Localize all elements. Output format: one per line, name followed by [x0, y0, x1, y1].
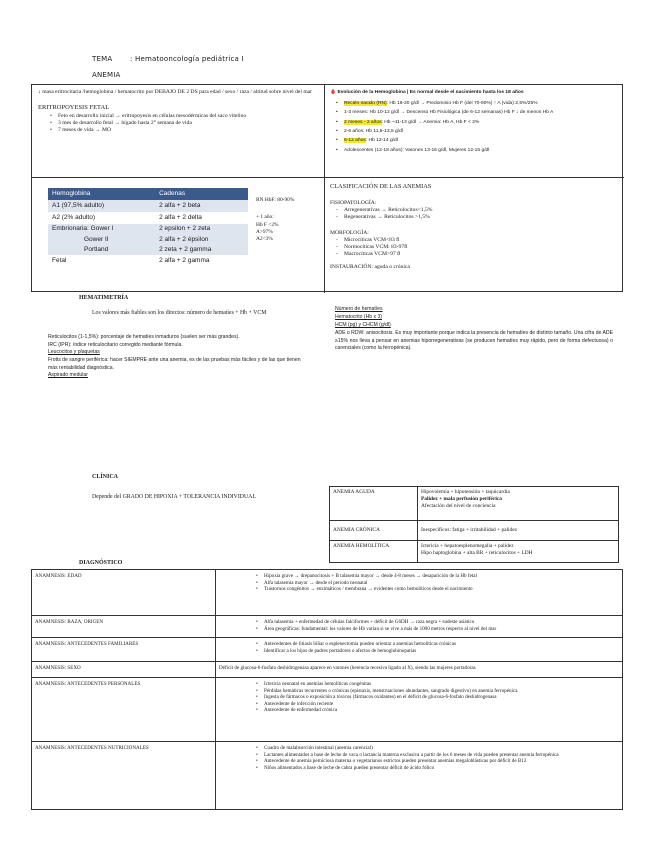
right-item: HCM (pg) y CHCM (g/dl) [335, 321, 391, 328]
list-item: • Trastornos congénitos → enzimáticos / membrana → evidentes como hemolíticos desde el nacimiento [256, 586, 619, 593]
table-cell: ANEMIA CRÓNICA [330, 521, 418, 541]
list-item: • Hipoxia grave → drepanocitosis + B talasemia mayor → desde 4-8 meses → desaparición de la Hb fetal [256, 573, 619, 580]
table-cell: 2 alfa + 2 gamma [159, 256, 210, 264]
hb-evolution-section [330, 90, 620, 155]
list-item: - Microcíticas VCM<83 fl [334, 237, 620, 244]
note-line: A>97% [256, 228, 273, 235]
table-cell [216, 742, 623, 810]
table-cell: Déficit de glucosa-6-fosfato deshidrogenasa aparece en varones (herencia recesiva ligado al X), siendo las mujeres portadoras [216, 662, 623, 678]
table-cell [216, 616, 623, 638]
fisio-title: FISIOPATOLOGÍA: [330, 199, 377, 206]
table-row [48, 224, 248, 234]
drop-icon: 🩸 [330, 90, 337, 95]
table-row [32, 570, 623, 616]
table-header-row [48, 188, 248, 200]
list-item: • Adolescentes (12-18 años): Varones 13-16 g/dl, Mujeres 12-15 g/dl [336, 146, 620, 155]
right-item: Hematocrito (Hb x 3) [335, 313, 382, 320]
table-cell [216, 678, 623, 742]
table-cell: 2 alfa + 2 épsilon [159, 235, 209, 243]
top-grid [31, 84, 623, 292]
table-row [48, 235, 248, 245]
list-item: • Alfa talasemia mayor → desde el periodo neonatal [256, 580, 619, 587]
table-cell: Embrionaria: Gower I [52, 225, 114, 233]
table-row [330, 521, 619, 541]
table-cell: Gower II [84, 235, 109, 243]
list-item: • Antecedente de infección reciente [256, 701, 619, 708]
hb-evolution-title: 🩸 Evolución de la Hemoglobina | Es normal desde el nacimiento hasta los 18 años [330, 90, 524, 95]
hb-notes [256, 197, 322, 243]
table-header: Cadenas [159, 190, 186, 197]
tema-label: TEMA [92, 55, 113, 63]
clasificacion-section [330, 183, 620, 271]
list-item: - Regenerativas → Reticulocitos >1,5% [334, 214, 620, 221]
list-item: • Antecedentes de litiasis biliar o esplenectomía pueden orientar a anemias hemolíticas crónicas [256, 641, 619, 648]
list-item: • 3 mes de desarrollo fetal → hígado hasta 2° semana de vida [50, 120, 318, 127]
page-subtitle: ANEMIA [92, 71, 121, 79]
morfo-list [334, 237, 620, 258]
morfo-title: MORFOLOGÍA: [330, 229, 369, 236]
table-cell: ANAMNESIS: SEXO [32, 662, 216, 678]
list-item: • Ingesta de fármacos o exposición a tóxicos (fármacos oxidantes) en el déficit de glucosa-6-fosfato deshidrogenasa [256, 694, 619, 701]
table-row [48, 200, 248, 212]
table-cell: 2 alfa + 2 delta [159, 214, 202, 222]
list-item: • 2 meses - 2 años: Hb ~11-13 g/dl → Anemia: Hb A, Hb F < 2% [336, 118, 620, 127]
list-item: • Recién nacido (RN): Hb 16-20 g/dl → Predominio Hb F (del 70-90%) ↑ A (vida) 2,5%/25% [336, 99, 620, 108]
clinica-title: CLÍNICA [92, 474, 119, 480]
table-cell: ANAMNESIS: ANTECEDENTES NUTRICIONALES [32, 742, 216, 810]
list-item: • 6-12 años: Hb 12-14 g/dl [336, 136, 620, 145]
right-item: Número de hematíes [335, 306, 383, 312]
clinica-desc: Depende del GRADO DE HIPOXIA + TOLERANCIA INDIVIDUAL [92, 494, 256, 500]
table-cell: 2 epsilon + 2 zeta [159, 225, 211, 233]
diagnostico-title: DIAGNÓSTICO [79, 560, 123, 566]
reticulocitos: Reticulocitos (1-1,5%): porcentaje de hematíes inmaduros (suelen ser más grandes). [48, 334, 240, 340]
table-cell: ANEMIA HEMOLÍTICA [330, 541, 418, 563]
table-row [32, 742, 623, 810]
list-item: - Macrocíticas VCM>97 fl [334, 251, 620, 258]
table-row [32, 616, 623, 638]
table-cell: A1 (97,5% adulto) [52, 202, 105, 210]
table-cell: A2 (2% adulto) [52, 214, 95, 222]
fisio-list [334, 207, 620, 221]
aspirado: Aspirado medular [48, 372, 88, 379]
irc: IRC (IPR): índice reticulocitario corregido mediante fórmula. [48, 341, 183, 348]
table-row [48, 245, 248, 255]
table-row [32, 638, 623, 662]
clasificacion-title: CLASIFICACIÓN DE LAS ANEMIAS [330, 183, 432, 190]
adr-text: ADE o RDW: anisocitosis. Es muy importante porque indica la presencia de hematíes de distinto tamaño. Una cifra de ADE ≥15% nos lleva a pensar en anemias hiporregenerativas (se producen hematíes muy rápido, pero de forma defectuosa) o carenciales (como la ferropénica). [335, 329, 613, 352]
table-cell: ANAMNESIS: RAZA, ORIGEN [32, 616, 216, 638]
list-item: • 7 meses de vida → MO [50, 127, 318, 134]
table-row [330, 487, 619, 521]
list-item: • Área geográficas: fundamental: los valores de Hb varían si se vive a más de 1000 metros respecto al nivel del mar [256, 626, 619, 633]
hb-evolution-list [336, 99, 620, 155]
table-cell: 2 zeta + 2 gamma [159, 245, 212, 253]
hematimetria-left [48, 334, 310, 380]
table-cell: Fetal [52, 256, 67, 264]
table-cell: ANAMNESIS: ANTECEDENTES FAMILIARES [32, 638, 216, 662]
table-cell: Inespecíficos: fatiga + irritabilidad + palidez [418, 521, 619, 541]
list-item: • Feto en desarrollo inicial → eritropoyesis en células mesodérmicas del saco vitelino [50, 113, 318, 120]
note-line: + 1 año: [256, 214, 274, 221]
table-cell [216, 638, 623, 662]
table-cell: ANEMIA AGUDA [330, 487, 418, 521]
table-cell [216, 570, 623, 616]
list-item: • Cuadro de malabsorción intestinal (anemia carencial) [256, 745, 619, 752]
hb-table [48, 188, 248, 267]
list-item: • Niños alimentados a base de leche de cabra pueden presentar déficit de ácido fólico [256, 765, 619, 772]
definition-section [38, 89, 318, 134]
list-item: • Pérdidas hemáticas recurrentes o crónicas (epistaxis, menstruaciones abundantes, sangrado digestivo) en anemia ferropénica [256, 688, 619, 695]
table-row [330, 541, 619, 563]
hematimetria-intro: Los valores más fiables son los directos: número de hematíes + Hb + VCM [92, 310, 267, 316]
clinica-table [329, 486, 619, 563]
list-item: - Normocíticas VCM: 83-97fl [334, 244, 620, 251]
table-header: Hemoglobina [52, 190, 91, 197]
table-row [48, 255, 248, 267]
table-cell: Portland [84, 245, 109, 253]
list-item: • 2-6 años: Hb 11,5-13,5 g/dl [336, 127, 620, 136]
anemia-definition: ↓ masa eritrocitaria /hemoglobina / hematocrito por DEBAJO DE 2 DS para edad / sexo / raza / altitud sobre nivel del mar [38, 89, 313, 95]
list-item: • Alfa talasemia + enfermedad de células falciformes + déficit de G6DH → raza negra + sudeste asiático [256, 619, 619, 626]
list-item: • Antecedente de enfermedad crónica [256, 707, 619, 714]
list-item: - Arregenerativas → Reticulocitos<1,5% [334, 207, 620, 214]
leucocitos: Leucocitos y plaquetas [48, 349, 100, 356]
note-line: Hb F <2% [256, 221, 279, 228]
hematimetria-right [335, 306, 613, 353]
note-line: A2<3% [256, 236, 273, 243]
erito-list [50, 113, 318, 134]
frotis: Frotis de sangre periférica: hacer SIEMPRE ante una anemia, es de las pruebas más fáciles y de las que tienen más rentabilidad diagnóstica. [48, 356, 301, 371]
tema-value: : Hematooncología pediátrica I [130, 55, 244, 63]
table-row [32, 662, 623, 678]
table-cell: Ictericia + hepatoesplenomegalia + palidez Hipo haptoglobina + alta BR + reticulocitos + LDH [418, 541, 619, 563]
list-item: • Antecedente de anemia perniciosa materna o vegetarianos estrictos pueden presentar anemias megaloblásticas por déficit de B12 [256, 758, 619, 765]
table-cell: Hipovolemia + hipotensión + taquicardia Palidez + mala perfusión periférica Afectación del nivel de conciencia [418, 487, 619, 521]
erito-title: ERITROPOYESIS FETAL [38, 103, 110, 111]
note-line: RN HbF: 80-90% [256, 197, 295, 203]
list-item: • Lactantes alimentados a base de leche de vaca o lactancia materna exclusiva a partir de los 6 meses de vida pueden presentar anemia ferropénica [256, 752, 619, 759]
table-row [48, 212, 248, 224]
list-item: • 1-3 meses: Hb 10-12 g/dl → Descenso Hb Fisiológica (de 6-12 semanas) Hb F ↓ de menos Hb A [336, 108, 620, 117]
hematimetria-title: HEMATIMETRÍA [79, 295, 129, 301]
table-cell: ANAMNESIS: ANTECEDENTES PERSONALES [32, 678, 216, 742]
table-cell: 2 alfa + 2 beta [159, 202, 201, 210]
diagnostico-table [31, 569, 623, 810]
instauracion: INSTAURACIÓN: aguda o crónica [330, 263, 410, 270]
table-row [32, 678, 623, 742]
list-item: • Identificar a los hijos de padres portadores o afectos de hemoglobinopatías [256, 648, 619, 655]
list-item: • Ictericia neonatal en anemias hemolíticas congénitas [256, 681, 619, 688]
table-cell: ANAMNESIS: EDAD [32, 570, 216, 616]
